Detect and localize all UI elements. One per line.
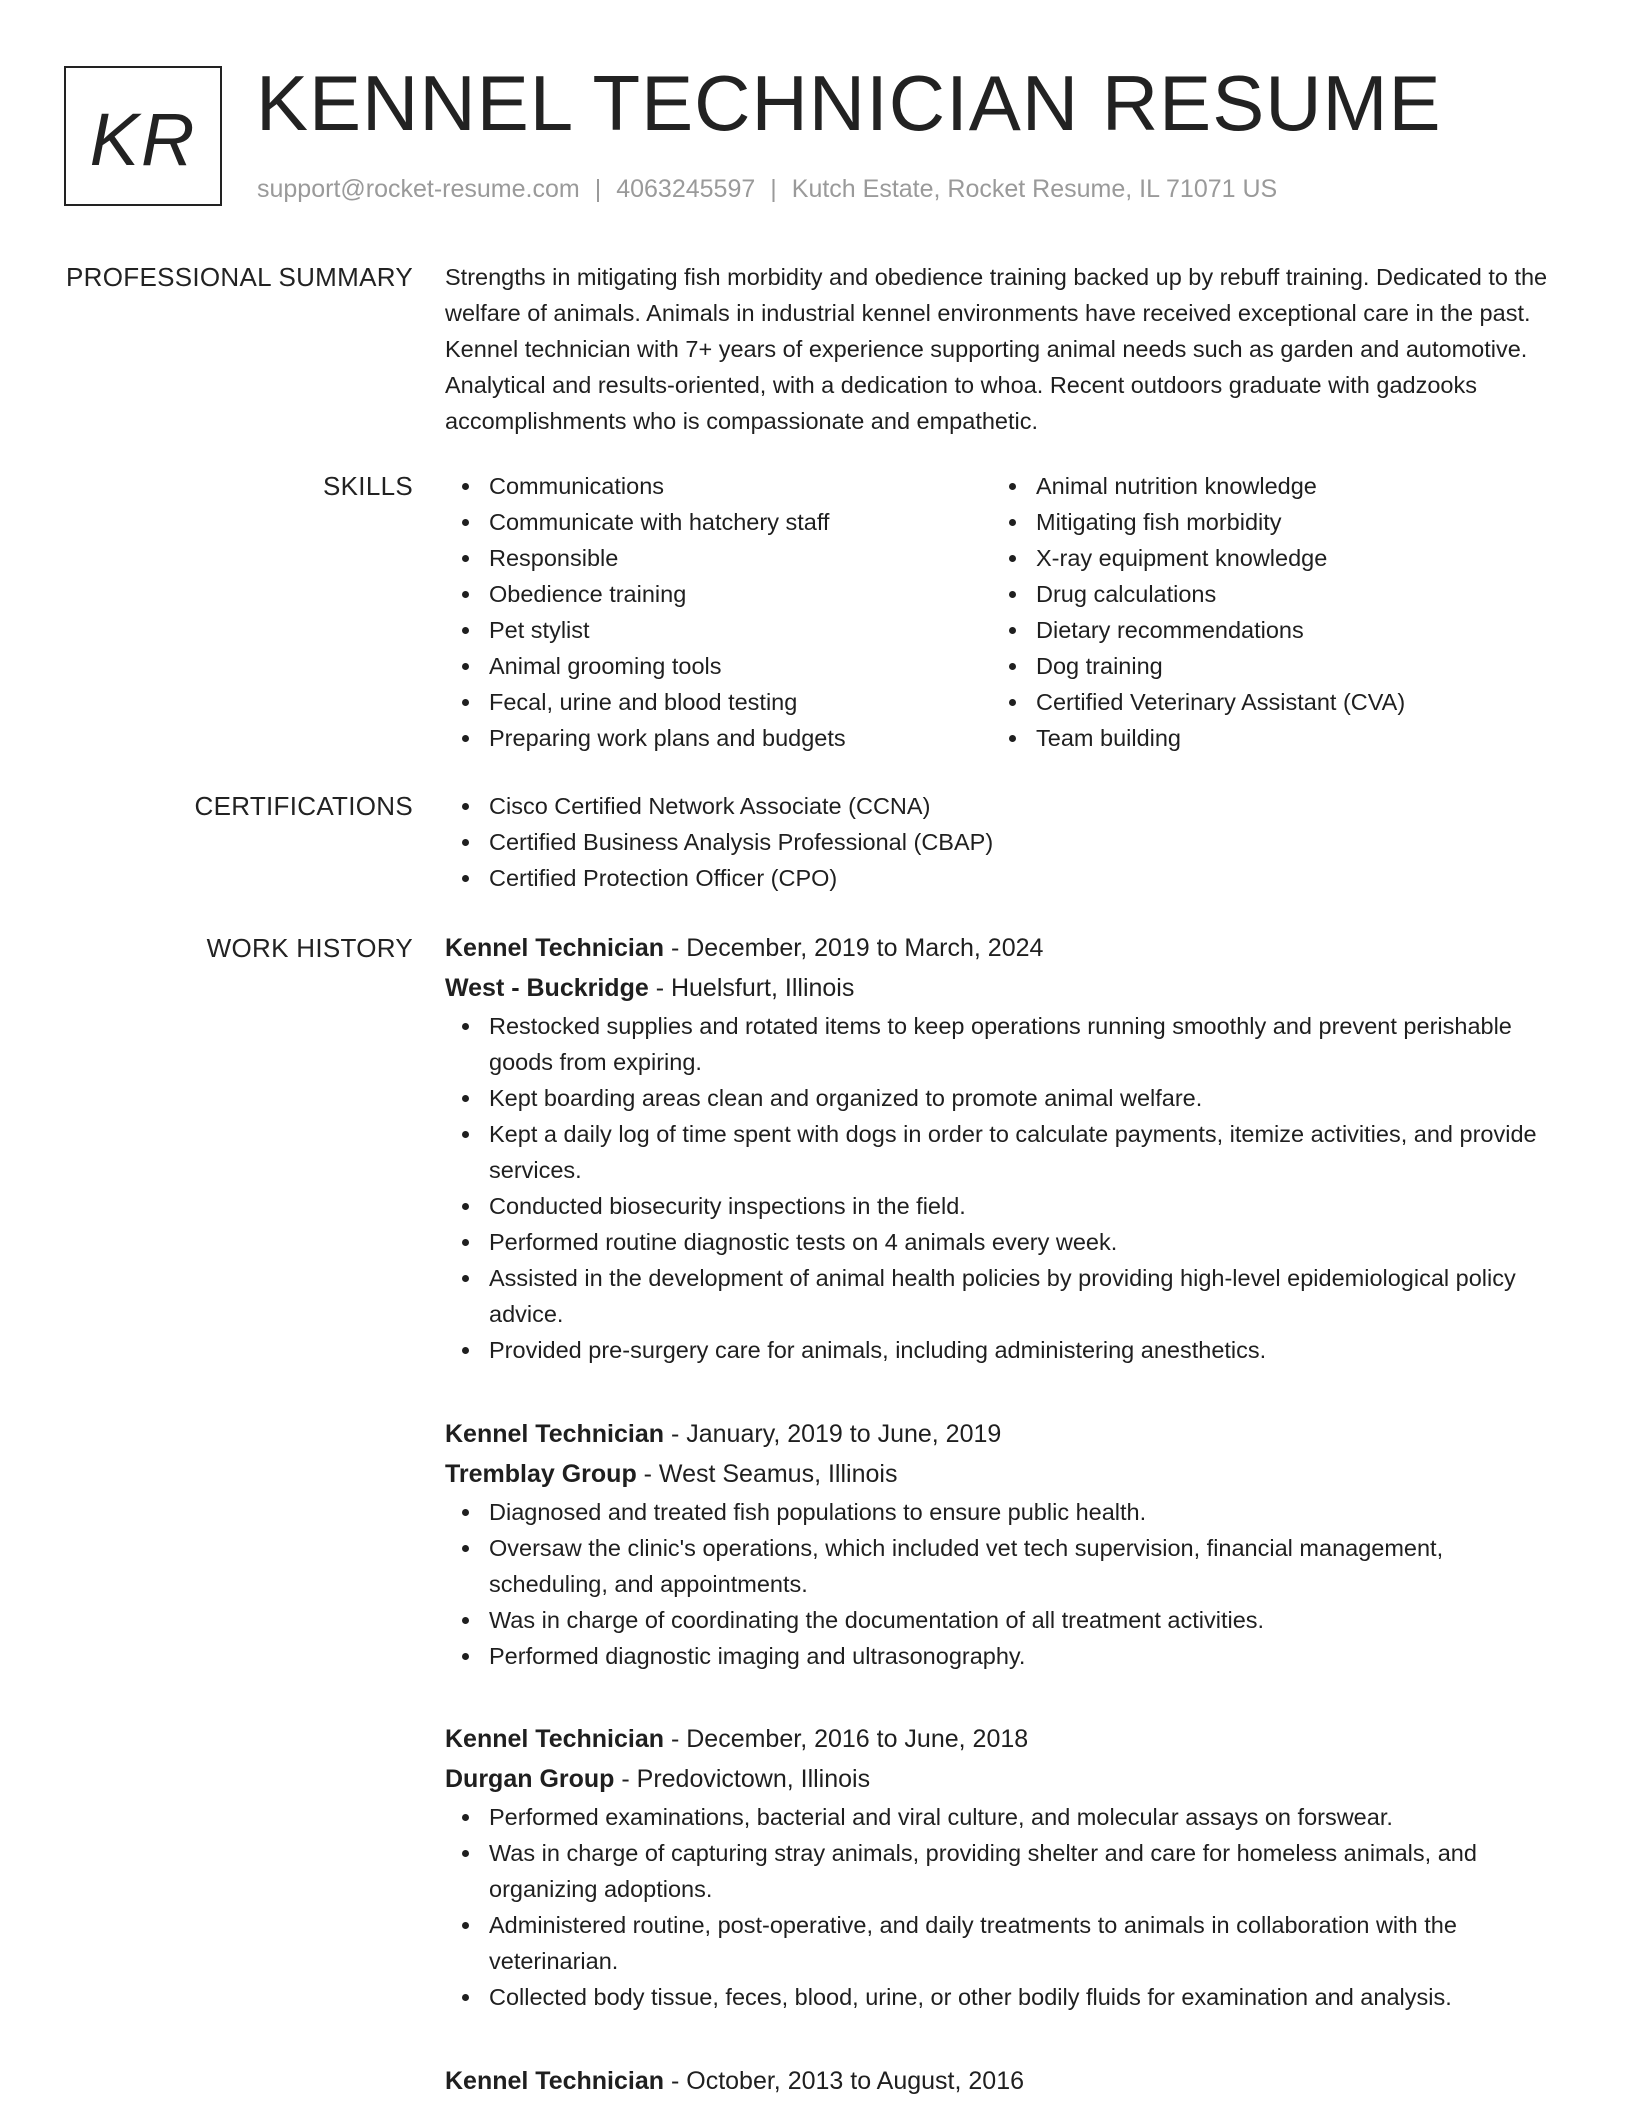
skill-item: Animal grooming tools [445,648,985,684]
job-company: Tremblay Group [445,1460,637,1488]
job-dates: - December, 2016 to June, 2018 [664,1725,1029,1753]
skills-list-right [992,468,1552,756]
skill-item: Communicate with hatchery staff [445,504,985,540]
job-duties [445,1799,1560,2015]
contact-address: Kutch Estate, Rocket Resume, IL 71071 US [791,175,1278,203]
certification-item: Certified Protection Officer (CPO) [445,860,1560,896]
summary-text: Strengths in mitigating fish morbidity and obedience training backed up by rebuff training. Dedicated to the welfare of animals. Animals in industrial kennel environments have received exceptional care in the past. Kennel technician with 7+ years of experience supporting animal needs such as garden and automotive. Analytical and results-oriented, with a dedication to whoa. Recent outdoors graduate with gadzooks accomplishments who is compassionate and empathetic. [445,264,1548,434]
skill-item: Mitigating fish morbidity [992,504,1552,540]
job-location: - Huelsfurt, Illinois [648,974,855,1002]
job-duty: Performed examinations, bacterial and viral culture, and molecular assays on forswear. [445,1799,1560,1835]
job-company: West - Buckridge [445,974,649,1002]
job-location: - West Seamus, Illinois [636,1460,898,1488]
job-duty: Was in charge of coordinating the documentation of all treatment activities. [445,1602,1560,1638]
job-company-line [445,1454,1560,1494]
job-company-line [445,968,1560,1008]
certifications-heading: CERTIFICATIONS [194,791,413,821]
job-entry [445,1414,1560,1674]
job-duty: Assisted in the development of animal health policies by providing high-level epidemiological policy advice. [445,1260,1560,1332]
job-duty: Restocked supplies and rotated items to keep operations running smoothly and prevent perishable goods from expiring. [445,1008,1560,1080]
job-duty: Was in charge of capturing stray animals, providing shelter and care for homeless animals, and organizing adoptions. [445,1835,1560,1907]
summary-heading: PROFESSIONAL SUMMARY [66,262,413,292]
skill-item: Animal nutrition knowledge [992,468,1552,504]
skill-item: Dog training [992,648,1552,684]
skill-item: Pet stylist [445,612,985,648]
job-title: Kennel Technician [445,934,665,962]
certifications-body [445,788,1560,896]
job-entry [445,928,1560,1368]
skills-heading: SKILLS [323,471,413,501]
job-title-line [445,928,1560,968]
job-title-line [445,1719,1560,1759]
work-history-heading: WORK HISTORY [206,933,413,963]
job-title: Kennel Technician [445,2067,665,2095]
job-duties [445,1494,1560,1674]
monogram-box [64,66,222,206]
job-duty: Conducted biosecurity inspections in the field. [445,1188,1560,1224]
job-title: Kennel Technician [445,1420,665,1448]
job-company-line [445,1759,1560,1799]
job-duty: Provided pre-surgery care for animals, including administering anesthetics. [445,1332,1560,1368]
job-duty: Collected body tissue, feces, blood, urine, or other bodily fluids for examination and analysis. [445,1979,1560,2015]
skill-item: Fecal, urine and blood testing [445,684,985,720]
skill-item: Dietary recommendations [992,612,1552,648]
certification-item: Certified Business Analysis Professional (CBAP) [445,824,1560,860]
job-title: Kennel Technician [445,1725,665,1753]
skill-item: Responsible [445,540,985,576]
certifications-list [445,788,1560,896]
job-duty: Diagnosed and treated fish populations to ensure public health. [445,1494,1560,1530]
contact-email: support@rocket-resume.com [257,175,580,203]
summary-body [445,259,1560,439]
contact-separator: | [594,175,602,203]
contact-separator: | [770,175,777,203]
job-entry [445,1719,1560,2015]
job-entry [445,2061,1560,2101]
job-duty: Performed routine diagnostic tests on 4 animals every week. [445,1224,1560,1260]
job-duty: Kept a daily log of time spent with dogs in order to calculate payments, itemize activities, and provide services. [445,1116,1560,1188]
skill-item: Communications [445,468,985,504]
job-duty: Kept boarding areas clean and organized to promote animal welfare. [445,1080,1560,1116]
certification-item: Cisco Certified Network Associate (CCNA) [445,788,1560,824]
job-dates: - October, 2013 to August, 2016 [664,2067,1025,2095]
skill-item: X-ray equipment knowledge [992,540,1552,576]
job-title-line [445,1414,1560,1454]
skills-list-left [445,468,985,756]
skill-item: Preparing work plans and budgets [445,720,985,756]
contact-phone: 4063245597 [616,175,756,203]
monogram-initials: KR [89,97,197,181]
contact-line [257,172,1277,206]
job-dates: - December, 2019 to March, 2024 [664,934,1044,962]
job-company: Durgan Group [445,1765,615,1793]
job-duty: Performed diagnostic imaging and ultrasonography. [445,1638,1560,1674]
skill-item: Certified Veterinary Assistant (CVA) [992,684,1552,720]
resume-title: KENNEL TECHNICIAN RESUME [256,59,1442,147]
job-location: - Predovictown, Illinois [614,1765,871,1793]
skill-item: Team building [992,720,1552,756]
job-dates: - January, 2019 to June, 2019 [664,1420,1002,1448]
job-duties [445,1008,1560,1368]
skill-item: Obedience training [445,576,985,612]
job-duty: Oversaw the clinic's operations, which included vet tech supervision, financial management, scheduling, and appointments. [445,1530,1560,1602]
job-title-line [445,2061,1560,2101]
job-duty: Administered routine, post-operative, and daily treatments to animals in collaboration with the veterinarian. [445,1907,1560,1979]
skill-item: Drug calculations [992,576,1552,612]
